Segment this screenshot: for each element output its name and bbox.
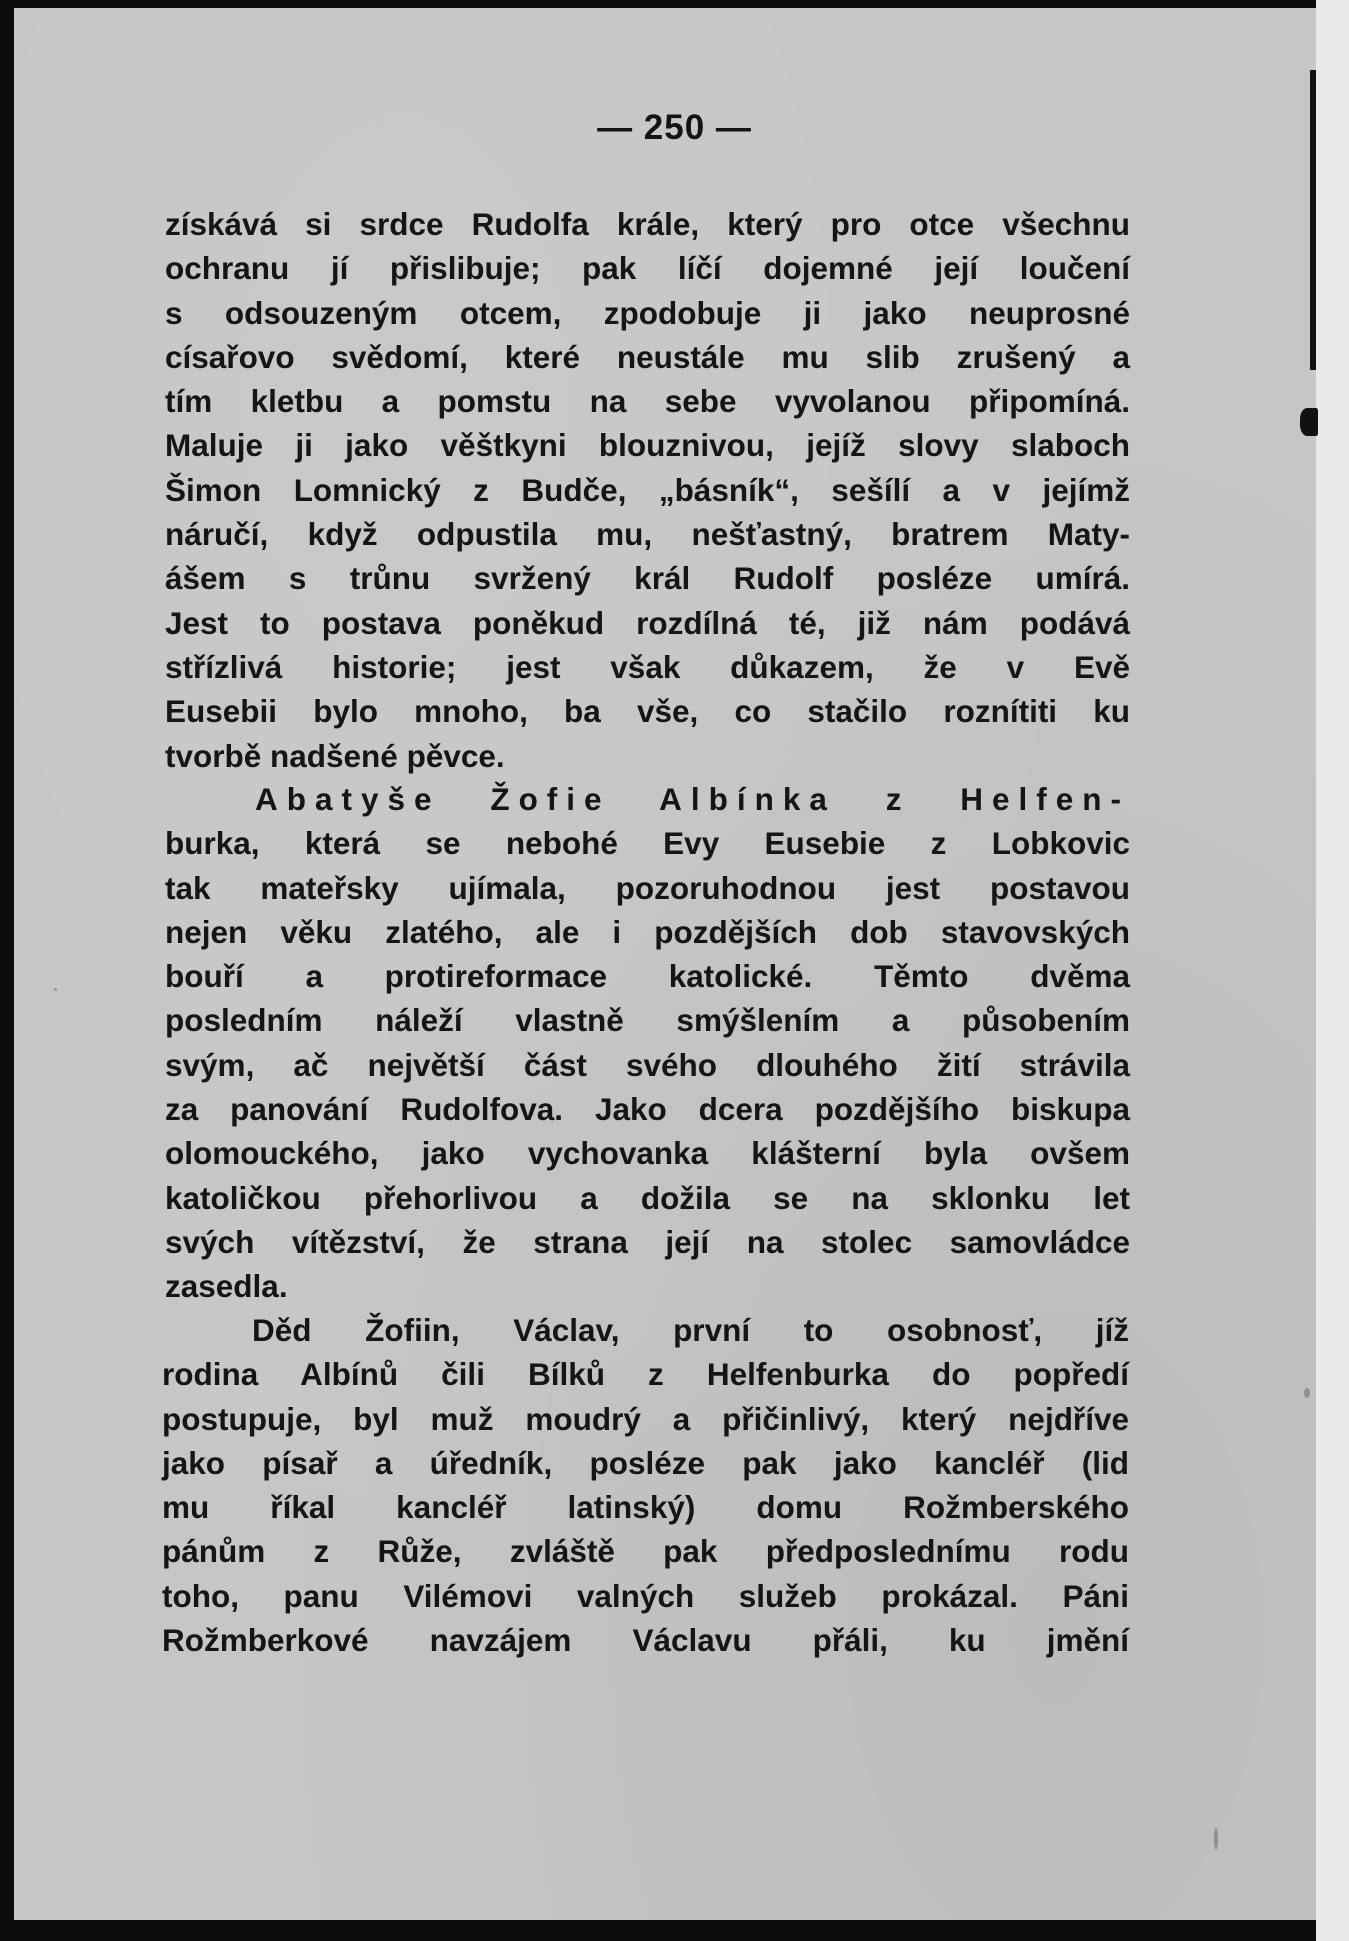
text-line: postupuje, byl muž moudrý a přičinlivý, který nejdříve [162, 1400, 1129, 1437]
text-line: Rožmberkové navzájem Václavu přáli, ku jmění [162, 1622, 1129, 1659]
text-line: Děd Žofiin, Václav, první to osobnosť, jíž [252, 1312, 1129, 1348]
binding-mark [1300, 408, 1318, 436]
text-line: Šimon Lomnický z Budče, „básník“, sešílí a v jejímž [165, 471, 1130, 508]
text-line: tak mateřsky ujímala, pozoruhodnou jest postavou [165, 869, 1130, 906]
paper-speck [1304, 1388, 1310, 1398]
page-number: — 250 — [597, 108, 752, 147]
paragraph-3 [162, 1308, 1129, 1662]
text-line: katoličkou přehorlivou a dožila se na sklonku let [165, 1179, 1130, 1216]
text-line: toho, panu Vilémovi valných služeb prokázal. Páni [162, 1577, 1129, 1614]
scan-edge [1316, 0, 1349, 1941]
paragraph-lead-line: Abatyše Žofie Albínka z Helfen- [255, 781, 1130, 817]
text-line: jako písař a úředník, posléze pak jako kancléř (lid [162, 1444, 1129, 1481]
paragraph-2 [165, 777, 1130, 1309]
text-line: zasedla. [165, 1268, 288, 1305]
text-line: s odsouzeným otcem, zpodobuje ji jako neuprosné [165, 294, 1130, 331]
text-line: svých vítězství, že strana její na stolec samovládce [165, 1223, 1130, 1260]
text-line: za panování Rudolfova. Jako dcera pozdějšího biskupa [165, 1091, 1130, 1128]
text-line: posledním náleží vlastně smýšlením a působením [165, 1002, 1130, 1039]
text-line: ášem s trůnu svržený král Rudolf posléze umírá. [165, 560, 1130, 597]
text-line: získává si srdce Rudolfa krále, který pro otce všechnu [165, 206, 1130, 242]
text-line: ochranu jí přislibuje; pak líčí dojemné její loučení [165, 250, 1130, 287]
text-line: rodina Albínů čili Bílků z Helfenburka do popředí [162, 1356, 1129, 1393]
text-line: Jest to postava poněkud rozdílná té, již nám podává [165, 604, 1130, 641]
text-line: Eusebii bylo mnoho, ba vše, co stačilo roznítiti ku [165, 693, 1130, 730]
text-line: mu říkal kancléř latinský) domu Rožmberského [162, 1489, 1129, 1526]
paper-speck [1214, 1828, 1218, 1850]
text-line: tím kletbu a pomstu na sebe vyvolanou připomíná. [165, 383, 1130, 420]
text-line: císařovo svědomí, které neustále mu slib zrušený a [165, 338, 1130, 375]
paper-speck [54, 988, 57, 991]
text-line: burka, která se nebohé Evy Eusebie z Lobkovic [165, 825, 1130, 862]
text-line: bouří a protireformace katolické. Těmto dvěma [165, 958, 1130, 995]
text-line: pánům z Růže, zvláště pak předposlednímu rodu [162, 1533, 1129, 1570]
text-line: střízlivá historie; jest však důkazem, že v Evě [165, 648, 1130, 685]
text-line: náručí, když odpustila mu, nešťastný, bratrem Maty- [165, 516, 1130, 553]
text-line: tvorbě nadšené pěvce. [165, 737, 505, 774]
text-line: nejen věku zlatého, ale i pozdějších dob stavovských [165, 913, 1130, 950]
text-line: svým, ač největší část svého dlouhého žití strávila [165, 1046, 1130, 1083]
text-line: Maluje ji jako věštkyni blouznivou, jejíž slovy slaboch [165, 427, 1130, 464]
paragraph-1 [165, 202, 1130, 778]
text-line: olomouckého, jako vychovanka klášterní byla ovšem [165, 1135, 1130, 1172]
